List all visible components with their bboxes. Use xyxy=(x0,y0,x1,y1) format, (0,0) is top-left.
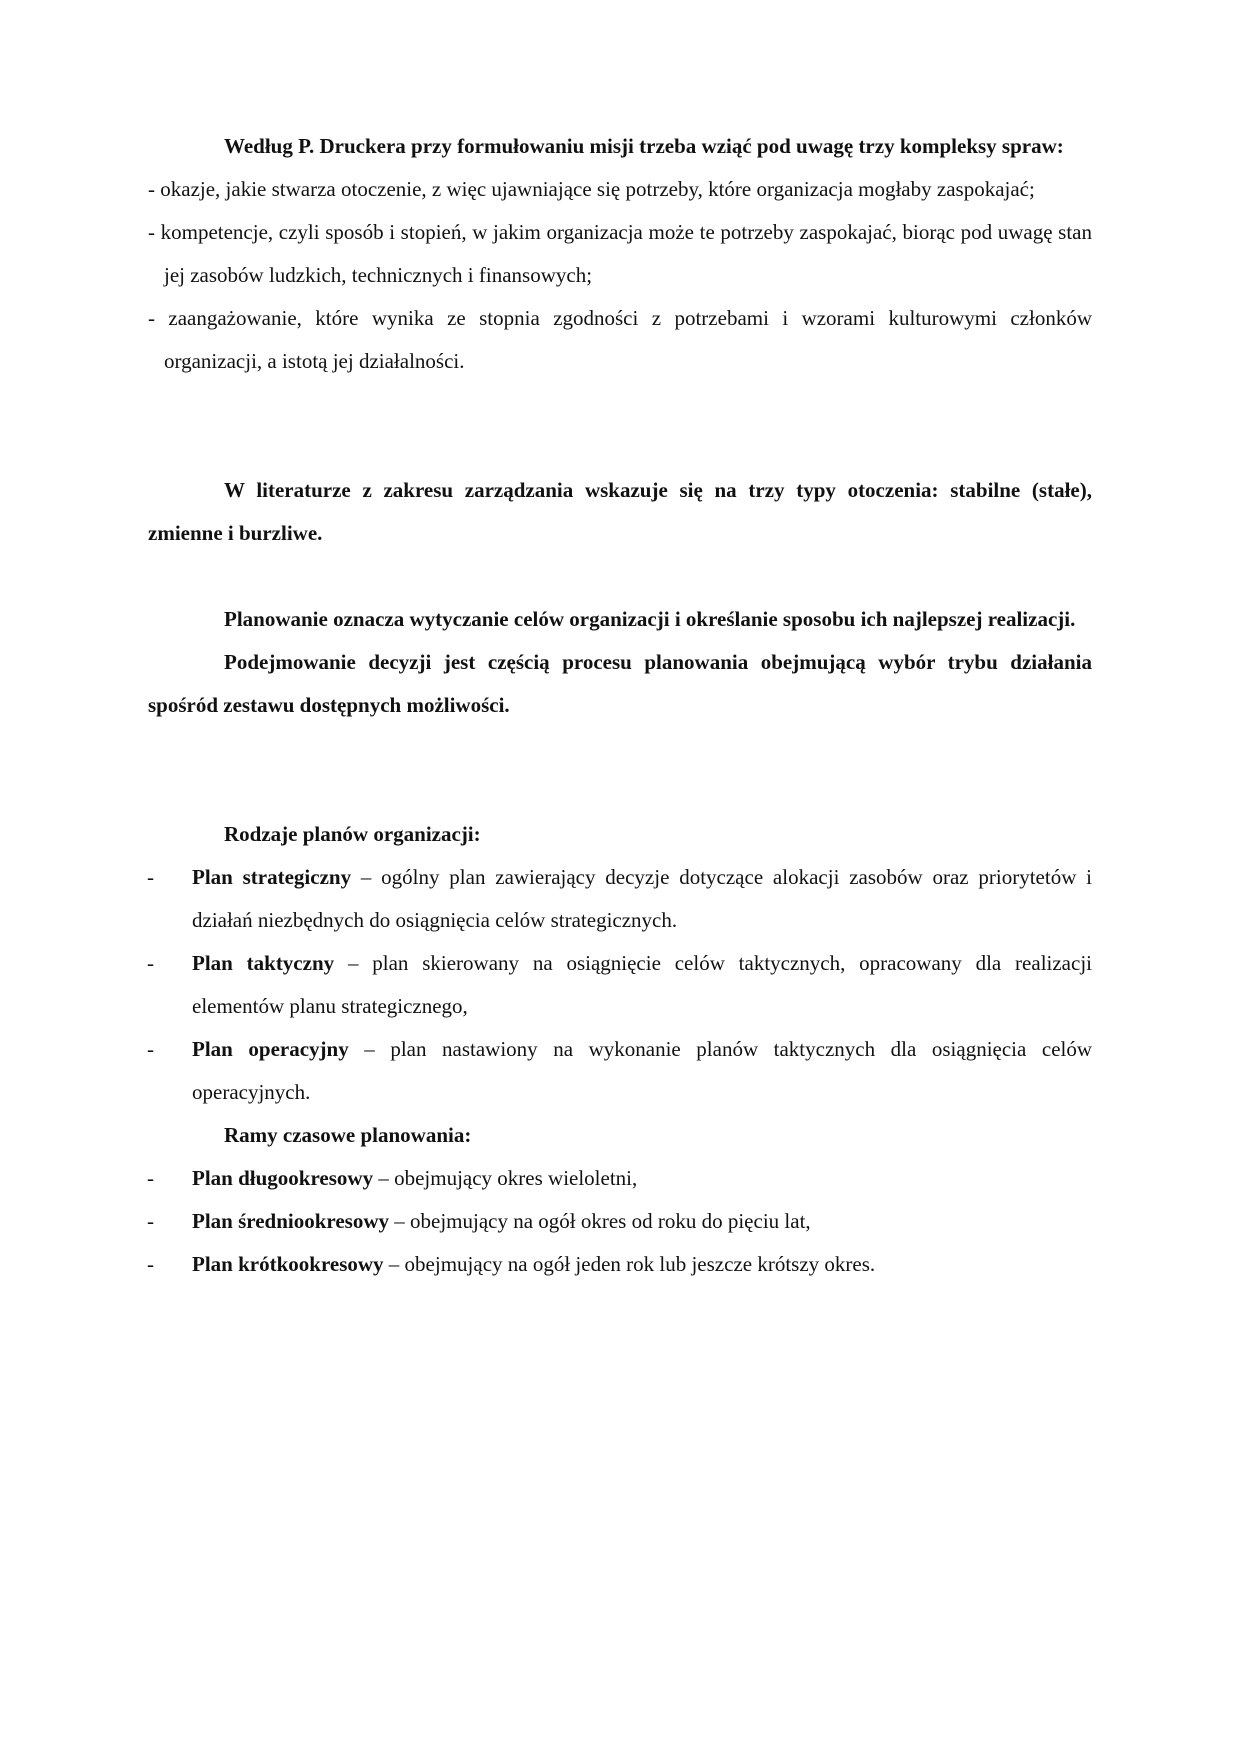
list-dash: - xyxy=(147,1037,154,1061)
plan-term: Plan długookresowy xyxy=(192,1166,374,1190)
list-dash: - xyxy=(147,951,154,975)
document-page xyxy=(148,0,1092,1286)
plan-term: Plan krótkookresowy xyxy=(192,1252,384,1276)
plan-type-strategic xyxy=(148,856,1092,942)
plan-type-tactical xyxy=(148,942,1092,1028)
plan-description: – plan nastawiony na wykonanie planów taktycznych dla osiągnięcia celów operacyjnych. xyxy=(192,1037,1093,1104)
time-frame-long xyxy=(148,1157,1092,1200)
plan-term: Plan strategiczny xyxy=(192,865,352,889)
planning-definition-paragraph: Planowanie oznacza wytyczanie celów organizacji i określanie sposobu ich najlepszej realizacji. xyxy=(224,607,1076,631)
list-dash: - xyxy=(147,865,154,889)
plan-description: – plan skierowany na osiągnięcie celów taktycznych, opracowany dla realizacji elementów planu strategicznego, xyxy=(192,951,1092,1018)
time-frames-heading: Ramy czasowe planowania: xyxy=(224,1123,472,1147)
list-dash: - xyxy=(147,1166,154,1190)
drucker-item-opportunities: - okazje, jakie stwarza otoczenie, z więc ujawniające się potrzeby, które organizacja mogłaby zaspokajać; xyxy=(148,177,1035,201)
plan-term: Plan operacyjny xyxy=(192,1037,349,1061)
time-frame-medium xyxy=(148,1200,1092,1243)
plan-description: – ogólny plan zawierający decyzje dotyczące alokacji zasobów oraz priorytetów i działań niezbędnych do osiągnięcia celów strategicznych. xyxy=(192,865,1092,932)
drucker-item-competences: - kompetencje, czyli sposób i stopień, w jakim organizacja może te potrzeby zaspokajać, biorąc pod uwagę stan jej zasobów ludzkich, technicznych i finansowych; xyxy=(148,220,1092,287)
plan-term: Plan średniookresowy xyxy=(192,1209,389,1233)
plan-type-operational xyxy=(148,1028,1092,1114)
environment-types-paragraph: W literaturze z zakresu zarządzania wskazuje się na trzy typy otoczenia: stabilne (stałe), zmienne i burzliwe. xyxy=(148,478,1092,545)
plan-term: Plan taktyczny xyxy=(192,951,335,975)
time-frame-short xyxy=(148,1243,1092,1286)
drucker-lead-paragraph: Według P. Druckera przy formułowaniu misji trzeba wziąć pod uwagę trzy kompleksy spraw: xyxy=(224,134,1064,158)
plan-description: – obejmujący na ogół okres od roku do pięciu lat, xyxy=(389,1209,811,1233)
plan-description: – obejmujący na ogół jeden rok lub jeszcze krótszy okres. xyxy=(383,1252,876,1276)
plan-description: – obejmujący okres wieloletni, xyxy=(373,1166,638,1190)
decision-making-paragraph: Podejmowanie decyzji jest częścią procesu planowania obejmującą wybór trybu działania spośród zestawu dostępnych możliwości. xyxy=(148,650,1092,717)
plan-types-heading: Rodzaje planów organizacji: xyxy=(224,822,481,846)
list-dash: - xyxy=(147,1252,154,1276)
list-dash: - xyxy=(147,1209,154,1233)
drucker-item-commitment: - zaangażowanie, które wynika ze stopnia zgodności z potrzebami i wzorami kulturowymi członków organizacji, a istotą jej działalności. xyxy=(148,306,1092,373)
